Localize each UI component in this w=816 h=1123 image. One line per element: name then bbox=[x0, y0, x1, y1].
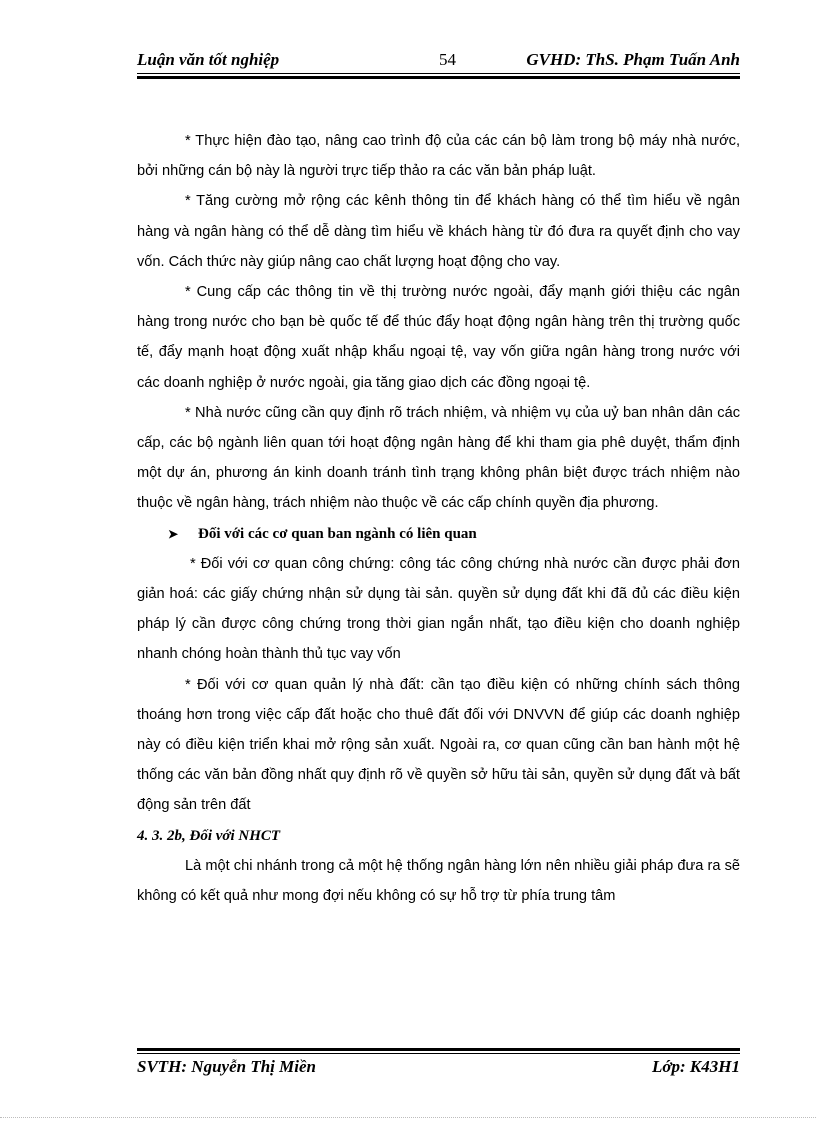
paragraph: * Tăng cường mở rộng các kênh thông tin để khách hàng có thể tìm hiểu về ngân hàng và ngân hàng có thể dễ dàng tìm hiểu về khách hàng từ đó đưa ra quyết định cho vay vốn. Cách thức này giúp nâng cao chất lượng hoạt động cho vay. bbox=[137, 193, 740, 270]
page-footer bbox=[137, 1054, 740, 1080]
footer-student: SVTH: Nguyễn Thị Miền bbox=[137, 1057, 316, 1076]
paragraph: * Đối với cơ quan quản lý nhà đất: cần tạo điều kiện có những chính sách thông thoáng hơn trong việc cấp đất hoặc cho thuê đất đối với DNVVN để giúp các doanh nghiệp này có điều kiện triển khai mở rộng sản xuất. Ngoài ra, cơ quan cũng cần ban hành một hệ thống các văn bản đồng nhất quy định rõ về quyền sở hữu tài sản, quyền sử dụng đất và bất động sản trên đất bbox=[137, 676, 740, 814]
bullet-heading bbox=[137, 519, 740, 549]
page-header bbox=[137, 47, 740, 73]
footer-rule-thick bbox=[137, 1048, 740, 1051]
paragraph: * Thực hiện đào tạo, nâng cao trình độ của các cán bộ làm trong bộ máy nhà nước, bởi những cán bộ này là người trực tiếp thảo ra các văn bản pháp luật. bbox=[137, 133, 740, 180]
header-supervisor: GVHD: ThS. Phạm Tuấn Anh bbox=[526, 50, 740, 69]
document-body bbox=[137, 126, 740, 911]
page-edge-divider bbox=[0, 1117, 816, 1118]
header-rule-thick bbox=[137, 76, 740, 79]
paragraph: Là một chi nhánh trong cả một hệ thống ngân hàng lớn nên nhiều giải pháp đưa ra sẽ không có kết quả như mong đợi nếu không có sự hỗ trợ từ phía trung tâm bbox=[137, 857, 740, 905]
header-rule-thin bbox=[137, 73, 740, 74]
footer-class: Lớp: K43H1 bbox=[652, 1057, 740, 1076]
paragraph: * Cung cấp các thông tin về thị trường nước ngoài, đẩy mạnh giới thiệu các ngân hàng trong nước cho bạn bè quốc tế để thúc đẩy hoạt động ngân hàng trên thị trường quốc tế, đẩy mạnh hoạt động xuất nhập khẩu ngoại tệ, vay vốn giữa ngân hàng trong nước với các doanh nghiệp ở nước ngoài, gia tăng giao dịch các đồng ngoại tệ. bbox=[137, 284, 740, 391]
section-heading: 4. 3. 2b, Đối với NHCT bbox=[137, 827, 281, 844]
paragraph: * Nhà nước cũng cần quy định rõ trách nhiệm, và nhiệm vụ của uỷ ban nhân dân các cấp, các bộ ngành liên quan tới hoạt động ngân hàng để khi tham gia phê duyệt, thẩm định một dự án, phương án kinh doanh tránh tình trạng không phân biệt được trách nhiệm nào thuộc về ngân hàng, trách nhiệm nào thuộc về các cấp chính quyền địa phương. bbox=[137, 404, 740, 512]
arrow-bullet-icon: ➤ bbox=[168, 526, 179, 541]
paragraph: * Đối với cơ quan công chứng: công tác công chứng nhà nước cần được phải đơn giản hoá: các giấy chứng nhận sử dụng tài sản. quyền sử dụng đất khi đã đủ các điều kiện pháp lý cần được công chứng trong thời gian ngắn nhất, tạo điều kiện cho doanh nghiệp nhanh chóng hoàn thành thủ tục vay vốn bbox=[137, 555, 740, 663]
bullet-heading-text: Đối với các cơ quan ban ngành có liên quan bbox=[198, 525, 477, 542]
page-number: 54 bbox=[439, 50, 456, 69]
header-thesis-title: Luận văn tốt nghiệp bbox=[137, 50, 280, 69]
